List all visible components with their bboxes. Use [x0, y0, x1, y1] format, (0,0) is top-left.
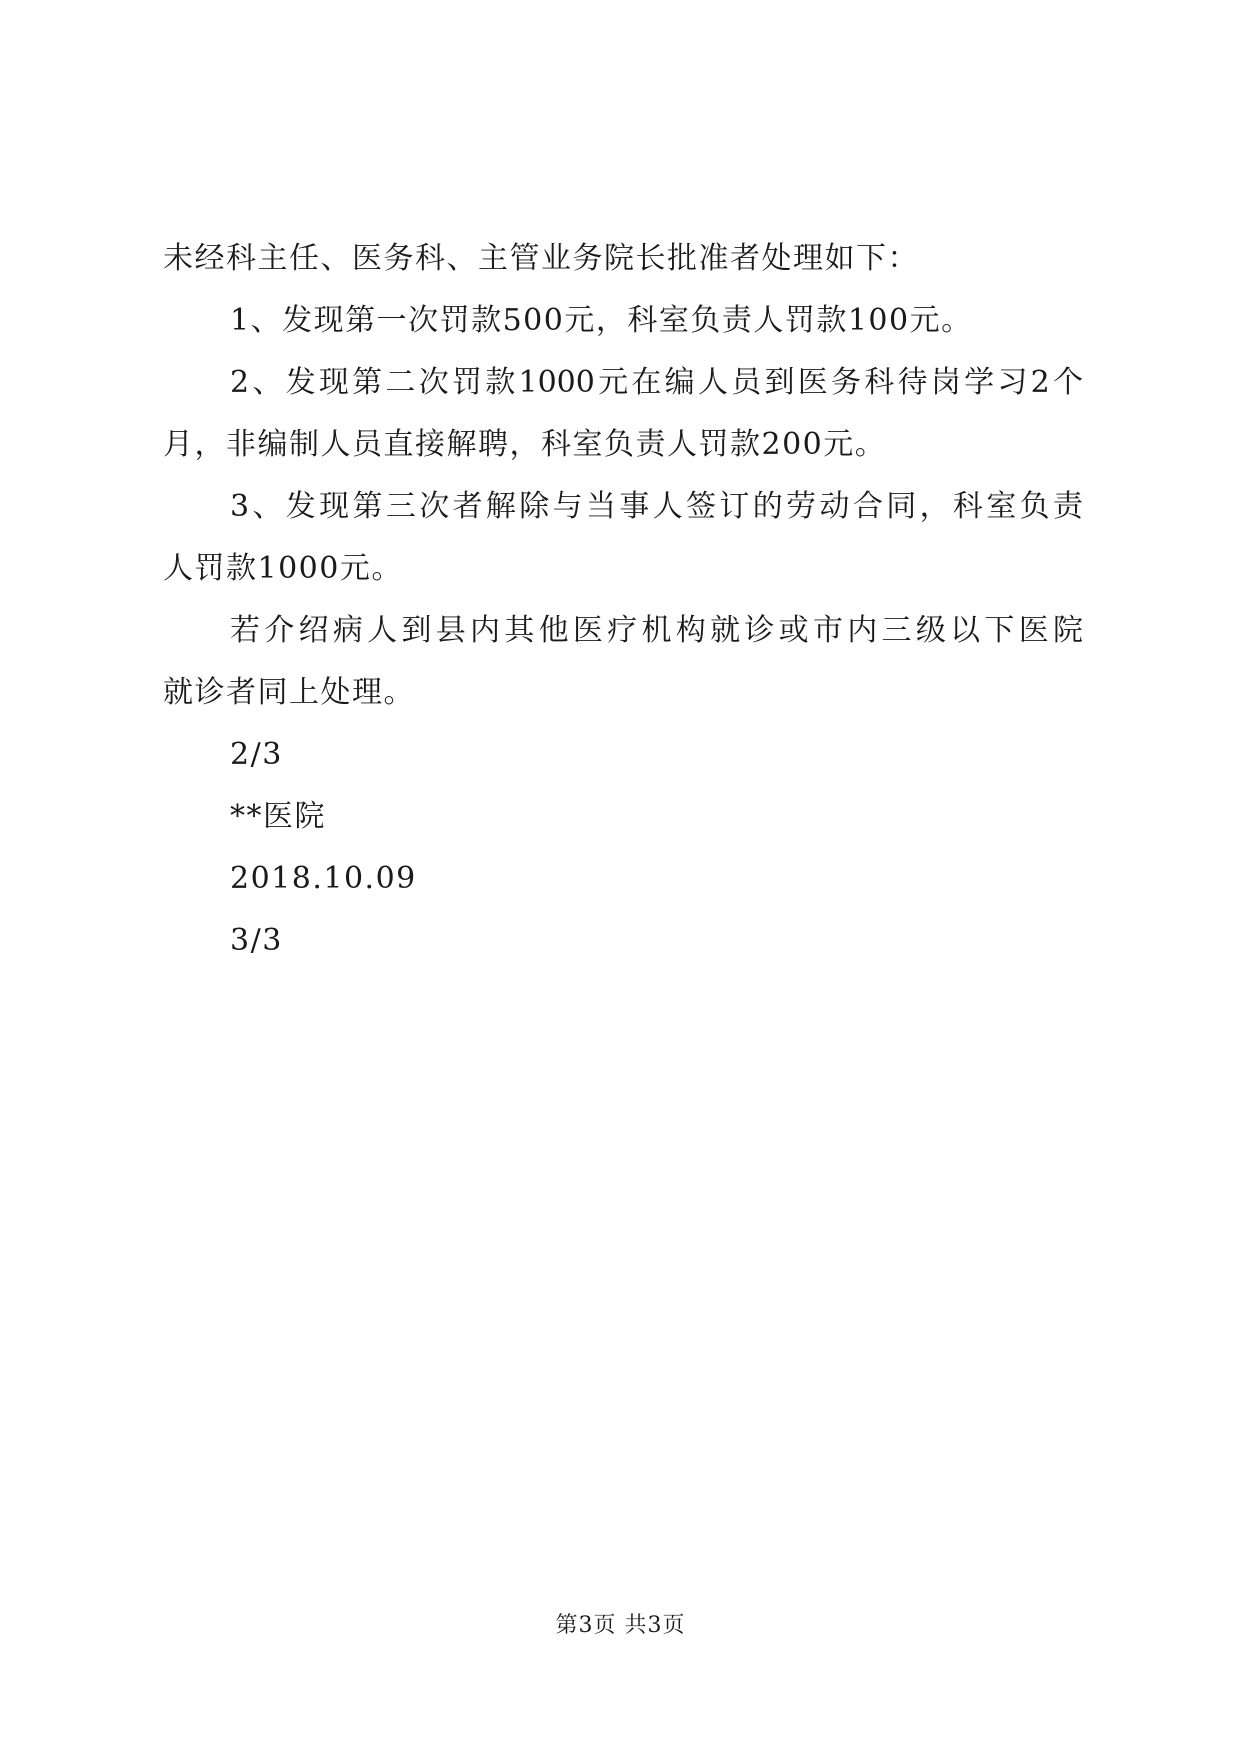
paragraph-line-1: 未经科主任、医务科、主管业务院长批准者处理如下： [163, 241, 919, 276]
paragraph-line-4: 月，非编制人员直接解聘，科室负责人罚款200元。 [163, 427, 887, 462]
paragraph-line-6: 人罚款1000元。 [163, 551, 403, 586]
document-date: 2018.10.09 [230, 861, 417, 896]
paragraph-line-5: 3、发现第三次者解除与当事人签订的劳动合同，科室负责 [230, 489, 1083, 524]
page-marker-2-of-3: 2/3 [230, 737, 283, 772]
paragraph-line-7: 若介绍病人到县内其他医疗机构就诊或市内三级以下医院 [230, 613, 1083, 648]
paragraph-line-8: 就诊者同上处理。 [163, 675, 415, 710]
paragraph-line-3: 2、发现第二次罚款1000元在编人员到医务科待岗学习2个 [230, 365, 1083, 400]
paragraph-line-2: 1、发现第一次罚款500元，科室负责人罚款100元。 [230, 303, 973, 338]
page-footer: 第3页 共3页 [555, 1613, 686, 1638]
hospital-name: **医院 [230, 799, 326, 834]
page-marker-3-of-3: 3/3 [230, 923, 283, 958]
